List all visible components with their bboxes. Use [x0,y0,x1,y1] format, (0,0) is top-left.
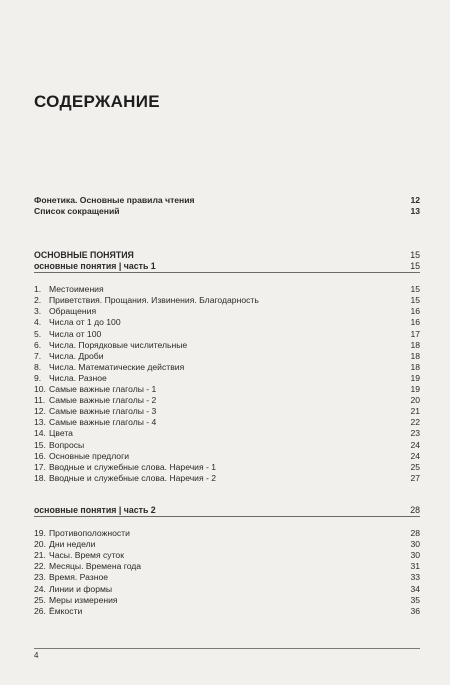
part2-items [34,528,420,617]
entry-page: 21 [410,406,420,417]
entry-label: Меры измерения [49,594,118,605]
entry-page: 16 [410,306,420,317]
entry-text [34,473,216,484]
entry-text [34,417,156,428]
toc-entry[interactable] [34,206,420,217]
entry-number: 22. [34,561,46,572]
entry-number: 10. [34,384,46,395]
entry-label: Числа от 1 до 100 [49,317,121,328]
entry-label: Местоимения [49,284,104,295]
entry-text [34,561,141,572]
entry-page: 24 [410,450,420,461]
entry-label: Противоположности [49,528,130,539]
entry-page: 25 [410,461,420,472]
entry-label: Обращения [49,306,97,317]
entry-text [34,539,95,550]
subsection-heading[interactable] [34,505,420,517]
entry-number: 20. [34,539,46,550]
entry-number: 21. [34,550,46,561]
entry-label: Линии и формы [49,583,113,594]
entry-label: Числа. Разное [49,372,107,383]
entry-page: 17 [410,328,420,339]
entry-page: 13 [410,206,420,217]
subsection-heading-page: 28 [410,505,420,515]
entry-text [34,550,124,561]
entry-text [34,395,156,406]
toc-entry[interactable] [34,295,420,306]
toc-entry[interactable] [34,539,420,550]
part1-items [34,284,420,484]
entry-label: Список сокращений [34,206,120,217]
section-heading-label: ОСНОВНЫЕ ПОНЯТИЯ [34,250,134,260]
entry-text [34,351,104,362]
entry-label: Самые важные глаголы - 1 [49,384,157,395]
entry-page: 22 [410,417,420,428]
entry-text [34,284,104,295]
toc-entry[interactable] [34,384,420,395]
entry-label: Часы. Время суток [49,550,124,561]
entry-page: 12 [410,195,420,205]
toc-entry[interactable] [34,528,420,539]
entry-number: 15. [34,439,46,450]
entry-page: 18 [410,339,420,350]
toc-entry[interactable] [34,606,420,617]
entry-page: 28 [410,528,420,539]
entry-label: Фонетика. Основные правила чтения [34,195,195,205]
entry-number: 18. [34,472,46,483]
entry-number: 26. [34,605,46,616]
entry-text [34,306,96,317]
entry-label: Приветствия. Прощания. Извинения. Благодарность [49,295,259,306]
entry-page: 30 [410,539,420,550]
entry-page: 15 [410,284,420,295]
entry-text [34,528,130,539]
toc-entry[interactable] [34,329,420,340]
entry-page: 23 [410,428,420,439]
toc-entry[interactable] [34,362,420,373]
entry-label: Самые важные глаголы - 2 [49,395,157,406]
entry-page: 16 [410,317,420,328]
entry-label: Основные предлоги [49,450,130,461]
entry-page: 18 [410,350,420,361]
entry-page: 15 [410,295,420,306]
entry-text [34,362,184,373]
entry-number: 5. [34,328,42,339]
subsection-heading-label: основные понятия | часть 1 [34,261,156,272]
toc-entry[interactable] [34,395,420,406]
entry-text [34,384,156,395]
entry-number: 13. [34,417,46,428]
entry-number: 12. [34,406,46,417]
entry-text [34,329,101,340]
entry-page: 30 [410,550,420,561]
entry-label: Ёмкости [49,605,83,616]
entry-number: 8. [34,361,42,372]
entry-text [34,406,156,417]
intro-list [34,195,420,217]
toc-entry[interactable] [34,550,420,561]
entry-label: Числа. Порядковые числительные [49,339,188,350]
entry-label: Числа. Математические действия [49,361,185,372]
entry-text [34,440,84,451]
toc-entry[interactable] [34,473,420,484]
toc-entry[interactable] [34,451,420,462]
part1-section [34,250,420,484]
subsection-heading[interactable] [34,261,420,273]
entry-text [34,340,187,351]
entry-number: 6. [34,339,42,350]
toc-entry[interactable] [34,572,420,583]
entry-page: 27 [410,472,420,483]
toc-entry[interactable] [34,340,420,351]
entry-number: 2. [34,295,42,306]
entry-text [34,572,108,583]
entry-label: Месяцы. Времена года [49,561,142,572]
entry-number: 19. [34,528,46,539]
toc-entry[interactable] [34,561,420,572]
toc-entry[interactable] [34,584,420,595]
toc-entry[interactable] [34,195,420,206]
entry-page: 33 [410,572,420,583]
section-heading-page: 15 [410,250,420,260]
entry-number: 7. [34,350,42,361]
entry-text [34,606,82,617]
entry-label: Самые важные глаголы - 3 [49,406,157,417]
entry-page: 24 [410,439,420,450]
entry-label: Вопросы [49,439,85,450]
entry-text [34,373,107,384]
entry-page: 20 [410,395,420,406]
entry-number: 14. [34,428,46,439]
entry-number: 4. [34,317,42,328]
toc-entry[interactable] [34,317,420,328]
entry-text [34,295,259,306]
subsection-heading-label: основные понятия | часть 2 [34,505,156,515]
entry-number: 25. [34,594,46,605]
section-heading[interactable] [34,250,420,261]
entry-page: 19 [410,372,420,383]
entry-number: 1. [34,284,42,295]
page-number: 4 [34,651,39,660]
entry-text [34,595,118,606]
entry-number: 24. [34,583,46,594]
toc-entry[interactable] [34,306,420,317]
entry-page: 31 [410,561,420,572]
entry-label: Дни недели [49,539,96,550]
toc-entry[interactable] [34,428,420,439]
toc-entry[interactable] [34,462,420,473]
entry-page: 35 [410,594,420,605]
entry-page: 18 [410,361,420,372]
entry-label: Цвета [49,428,73,439]
entry-label: Самые важные глаголы - 4 [49,417,157,428]
toc-entry[interactable] [34,595,420,606]
entry-label: Вводные и служебные слова. Наречия - 2 [49,472,217,483]
entry-page: 36 [410,605,420,616]
entry-label: Вводные и служебные слова. Наречия - 1 [49,461,217,472]
entry-number: 11. [34,395,46,406]
toc-entry[interactable] [34,284,420,295]
entry-text [34,462,216,473]
entry-number: 23. [34,572,46,583]
entry-label: Числа. Дроби [49,350,104,361]
entry-text [34,584,112,595]
page-title: СОДЕРЖАНИЕ [34,92,160,111]
entry-page: 19 [410,384,420,395]
entry-number: 17. [34,461,46,472]
entry-page: 34 [410,583,420,594]
toc-entry[interactable] [34,440,420,451]
entry-number: 3. [34,306,42,317]
footer-divider [34,648,420,649]
toc-entry[interactable] [34,417,420,428]
entry-label: Числа от 100 [49,328,102,339]
part2-section [34,505,420,617]
toc-entry[interactable] [34,373,420,384]
toc-entry[interactable] [34,351,420,362]
entry-number: 9. [34,372,42,383]
entry-text [34,428,73,439]
entry-label: Время. Разное [49,572,109,583]
entry-text [34,317,121,328]
toc-entry[interactable] [34,406,420,417]
entry-number: 16. [34,450,46,461]
entry-text [34,451,129,462]
subsection-heading-page: 15 [410,261,420,272]
